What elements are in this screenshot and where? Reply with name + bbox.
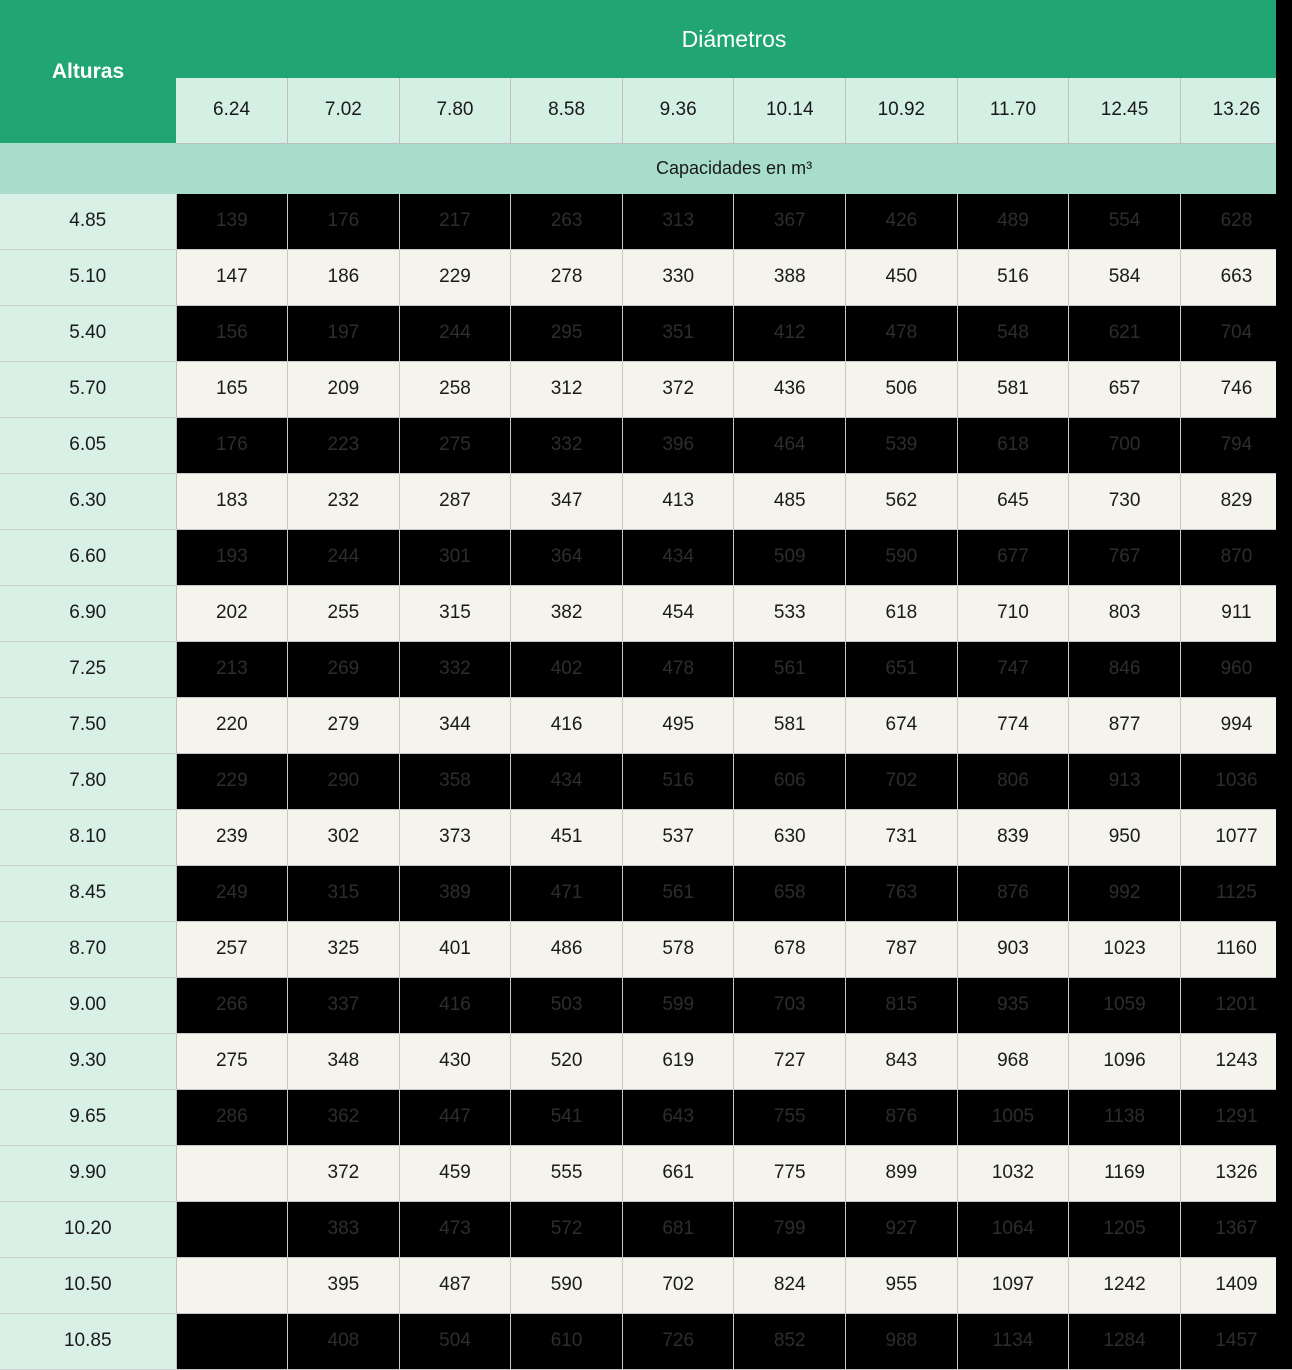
- capacity-cell: 955: [846, 1257, 958, 1313]
- altura-value: 9.65: [0, 1089, 176, 1145]
- capacity-cell: 704: [1180, 305, 1292, 361]
- altura-value: 5.10: [0, 249, 176, 305]
- capacity-cell: 927: [846, 1201, 958, 1257]
- capacity-cell: 775: [734, 1145, 846, 1201]
- capacity-cell: 619: [622, 1033, 734, 1089]
- capacity-cell: 677: [957, 529, 1069, 585]
- table-body: [0, 194, 1292, 1370]
- capacity-cell: 388: [734, 249, 846, 305]
- capacity-cell: 794: [1180, 417, 1292, 473]
- capacity-cell: 621: [1069, 305, 1181, 361]
- table-row: [0, 921, 1292, 977]
- capacity-cell: 661: [622, 1145, 734, 1201]
- capacity-cell: 430: [399, 1033, 511, 1089]
- capacity-cell: 373: [399, 809, 511, 865]
- capacity-cell: 315: [288, 865, 400, 921]
- table-row: [0, 1033, 1292, 1089]
- capacity-cell: [176, 1257, 288, 1313]
- capacity-cell: 658: [734, 865, 846, 921]
- capacity-cell: 232: [288, 473, 400, 529]
- capacity-cell: 815: [846, 977, 958, 1033]
- altura-value: 4.85: [0, 194, 176, 250]
- capacity-cell: 147: [176, 249, 288, 305]
- capacity-cell: 746: [1180, 361, 1292, 417]
- altura-value: 5.40: [0, 305, 176, 361]
- capacity-cell: 618: [846, 585, 958, 641]
- capacity-cell: 747: [957, 641, 1069, 697]
- capacity-cell: 541: [511, 1089, 623, 1145]
- altura-value: 6.90: [0, 585, 176, 641]
- capacity-cell: 651: [846, 641, 958, 697]
- table-row: [0, 697, 1292, 753]
- capacity-cell: 988: [846, 1313, 958, 1369]
- diameter-col-6: 10.92: [846, 78, 958, 143]
- capacity-cell: 787: [846, 921, 958, 977]
- diametros-header: Diámetros: [176, 0, 1292, 78]
- capacity-cell: 1097: [957, 1257, 1069, 1313]
- capacity-cell: 516: [957, 249, 1069, 305]
- capacity-cell: 1059: [1069, 977, 1181, 1033]
- capacity-cell: 774: [957, 697, 1069, 753]
- altura-value: 8.45: [0, 865, 176, 921]
- capacity-cell: 485: [734, 473, 846, 529]
- capacity-cell: 176: [288, 194, 400, 250]
- capacity-cell: 726: [622, 1313, 734, 1369]
- capacity-cell: 1457: [1180, 1313, 1292, 1369]
- capacity-cell: 367: [734, 194, 846, 250]
- altura-value: 10.85: [0, 1313, 176, 1369]
- capacity-cell: 217: [399, 194, 511, 250]
- capacity-cell: 202: [176, 585, 288, 641]
- capacity-cell: 581: [734, 697, 846, 753]
- capacity-cell: 229: [176, 753, 288, 809]
- table-row: [0, 1313, 1292, 1369]
- altura-value: 8.70: [0, 921, 176, 977]
- capacity-cell: 731: [846, 809, 958, 865]
- capacity-cell: 401: [399, 921, 511, 977]
- capacity-cell: 503: [511, 977, 623, 1033]
- capacity-cell: 537: [622, 809, 734, 865]
- capacity-cell: 413: [622, 473, 734, 529]
- capacity-cell: 396: [622, 417, 734, 473]
- table-row: [0, 417, 1292, 473]
- capacity-cell: 702: [622, 1257, 734, 1313]
- capacity-cell: 239: [176, 809, 288, 865]
- capacity-cell: 312: [511, 361, 623, 417]
- capacity-cell: 584: [1069, 249, 1181, 305]
- table-row: [0, 753, 1292, 809]
- capacity-cell: 1201: [1180, 977, 1292, 1033]
- capacity-cell: 539: [846, 417, 958, 473]
- capacity-cell: 464: [734, 417, 846, 473]
- capacity-cell: 278: [511, 249, 623, 305]
- capacity-cell: 960: [1180, 641, 1292, 697]
- altura-value: 9.30: [0, 1033, 176, 1089]
- table-header: [0, 0, 1292, 194]
- capacity-cell: 315: [399, 585, 511, 641]
- capacity-cell: 829: [1180, 473, 1292, 529]
- altura-value: 10.50: [0, 1257, 176, 1313]
- capacity-cell: 554: [1069, 194, 1181, 250]
- capacity-cell: 870: [1180, 529, 1292, 585]
- table-row: [0, 194, 1292, 250]
- capacity-cell: 846: [1069, 641, 1181, 697]
- capacity-cell: 590: [511, 1257, 623, 1313]
- capacity-cell: 332: [511, 417, 623, 473]
- capacity-cell: 710: [957, 585, 1069, 641]
- header-row-capacidades: [0, 143, 1292, 194]
- capacity-cell: 1032: [957, 1145, 1069, 1201]
- capacity-cell: 473: [399, 1201, 511, 1257]
- capacity-cell: 447: [399, 1089, 511, 1145]
- capacity-cell: 1036: [1180, 753, 1292, 809]
- capacity-cell: 220: [176, 697, 288, 753]
- capacity-cell: 244: [399, 305, 511, 361]
- capacity-cell: 402: [511, 641, 623, 697]
- header-row-top: [0, 0, 1292, 78]
- capacity-cell: 489: [957, 194, 1069, 250]
- capacity-cell: 674: [846, 697, 958, 753]
- table-row: [0, 1257, 1292, 1313]
- capacity-cell: 332: [399, 641, 511, 697]
- capacity-cell: 700: [1069, 417, 1181, 473]
- capacity-cell: 876: [846, 1089, 958, 1145]
- capacity-cell: 839: [957, 809, 1069, 865]
- capacity-cell: 561: [622, 865, 734, 921]
- capacity-cell: 362: [288, 1089, 400, 1145]
- capacity-cell: 703: [734, 977, 846, 1033]
- capacity-cell: [176, 1201, 288, 1257]
- capacity-cell: 382: [511, 585, 623, 641]
- capacity-cell: 454: [622, 585, 734, 641]
- capacity-cell: 561: [734, 641, 846, 697]
- altura-value: 7.80: [0, 753, 176, 809]
- capacity-cell: 509: [734, 529, 846, 585]
- table-row: [0, 585, 1292, 641]
- capacity-cell: 702: [846, 753, 958, 809]
- capacity-cell: 599: [622, 977, 734, 1033]
- capacity-cell: 450: [846, 249, 958, 305]
- diameter-col-8: 12.45: [1069, 78, 1181, 143]
- header-row-diameters: [0, 78, 1292, 143]
- capacity-cell: 643: [622, 1089, 734, 1145]
- capacity-cell: 678: [734, 921, 846, 977]
- capacity-cell: 459: [399, 1145, 511, 1201]
- diameter-col-5: 10.14: [734, 78, 846, 143]
- capacity-cell: 249: [176, 865, 288, 921]
- capacity-cell: 223: [288, 417, 400, 473]
- capacity-cell: 950: [1069, 809, 1181, 865]
- diameter-col-9: 13.26: [1180, 78, 1292, 143]
- capacity-cell: 209: [288, 361, 400, 417]
- altura-value: 10.20: [0, 1201, 176, 1257]
- capacity-cell: 657: [1069, 361, 1181, 417]
- capacity-cell: 279: [288, 697, 400, 753]
- capacity-cell: 899: [846, 1145, 958, 1201]
- capacity-cell: 383: [288, 1201, 400, 1257]
- capacity-cell: 193: [176, 529, 288, 585]
- table-row: [0, 1201, 1292, 1257]
- capacity-cell: 911: [1180, 585, 1292, 641]
- capacity-cell: 1326: [1180, 1145, 1292, 1201]
- capacity-cell: 968: [957, 1033, 1069, 1089]
- capacity-cell: 344: [399, 697, 511, 753]
- capacity-cell: 275: [176, 1033, 288, 1089]
- capacity-cell: 843: [846, 1033, 958, 1089]
- altura-value: 7.25: [0, 641, 176, 697]
- capacity-cell: 408: [288, 1313, 400, 1369]
- capacity-cell: 516: [622, 753, 734, 809]
- capacity-cell: 263: [511, 194, 623, 250]
- capacity-cell: 1367: [1180, 1201, 1292, 1257]
- capacity-cell: 347: [511, 473, 623, 529]
- capacity-cell: 156: [176, 305, 288, 361]
- table-row: [0, 1145, 1292, 1201]
- capacity-cell: 269: [288, 641, 400, 697]
- capacity-cell: 416: [511, 697, 623, 753]
- capacity-cell: 1064: [957, 1201, 1069, 1257]
- capacity-cell: 372: [622, 361, 734, 417]
- capacity-cell: 548: [957, 305, 1069, 361]
- capacity-cell: 1160: [1180, 921, 1292, 977]
- table-row: [0, 305, 1292, 361]
- capacity-cell: 730: [1069, 473, 1181, 529]
- capacity-cell: 337: [288, 977, 400, 1033]
- capacity-cell: 520: [511, 1033, 623, 1089]
- capacity-cell: 487: [399, 1257, 511, 1313]
- capacity-cell: 486: [511, 921, 623, 977]
- capacity-cell: 806: [957, 753, 1069, 809]
- capacity-cell: 183: [176, 473, 288, 529]
- capacity-cell: 165: [176, 361, 288, 417]
- capacity-cell: 1125: [1180, 865, 1292, 921]
- table-row: [0, 1089, 1292, 1145]
- altura-value: 9.00: [0, 977, 176, 1033]
- capacity-cell: 504: [399, 1313, 511, 1369]
- capacity-cell: 1409: [1180, 1257, 1292, 1313]
- capacity-cell: 506: [846, 361, 958, 417]
- capacity-cell: 478: [622, 641, 734, 697]
- capacity-cell: 727: [734, 1033, 846, 1089]
- capacity-cell: 186: [288, 249, 400, 305]
- capacity-cell: 364: [511, 529, 623, 585]
- capacity-cell: 1077: [1180, 809, 1292, 865]
- alturas-header: Alturas: [0, 0, 176, 143]
- capacity-cell: 301: [399, 529, 511, 585]
- capacity-cell: 416: [399, 977, 511, 1033]
- diameter-col-3: 8.58: [511, 78, 623, 143]
- capacidades-label: Capacidades en m³: [176, 143, 1292, 194]
- capacity-cell: 434: [622, 529, 734, 585]
- capacity-cell: 325: [288, 921, 400, 977]
- capacity-cell: 663: [1180, 249, 1292, 305]
- capacity-cell: 628: [1180, 194, 1292, 250]
- table-row: [0, 809, 1292, 865]
- capacity-cell: 645: [957, 473, 1069, 529]
- capacity-cell: 290: [288, 753, 400, 809]
- capacity-cell: 213: [176, 641, 288, 697]
- altura-value: 9.90: [0, 1145, 176, 1201]
- altura-value: 6.05: [0, 417, 176, 473]
- table-row: [0, 249, 1292, 305]
- diameter-col-1: 7.02: [288, 78, 400, 143]
- capacity-cell: 451: [511, 809, 623, 865]
- capacity-cell: 681: [622, 1201, 734, 1257]
- capacity-cell: 767: [1069, 529, 1181, 585]
- capacity-cell: 606: [734, 753, 846, 809]
- table-row: [0, 977, 1292, 1033]
- capacity-cell: 581: [957, 361, 1069, 417]
- capacity-cell: [176, 1145, 288, 1201]
- capacity-cell: 590: [846, 529, 958, 585]
- capacity-cell: 555: [511, 1145, 623, 1201]
- capacity-cell: 372: [288, 1145, 400, 1201]
- capacity-cell: 1134: [957, 1313, 1069, 1369]
- capacity-cell: 610: [511, 1313, 623, 1369]
- capacity-cell: 1096: [1069, 1033, 1181, 1089]
- capacity-cell: 330: [622, 249, 734, 305]
- capacity-cell: 389: [399, 865, 511, 921]
- table-row: [0, 473, 1292, 529]
- capacity-cell: 1284: [1069, 1313, 1181, 1369]
- diameter-col-0: 6.24: [176, 78, 288, 143]
- capacity-cell: [176, 1313, 288, 1369]
- capacity-cell: 533: [734, 585, 846, 641]
- table-row: [0, 361, 1292, 417]
- capacity-cell: 1243: [1180, 1033, 1292, 1089]
- diameter-col-7: 11.70: [957, 78, 1069, 143]
- altura-value: 8.10: [0, 809, 176, 865]
- table-row: [0, 641, 1292, 697]
- capacity-cell: 258: [399, 361, 511, 417]
- capacity-cell: 266: [176, 977, 288, 1033]
- altura-value: 5.70: [0, 361, 176, 417]
- capacity-cell: 824: [734, 1257, 846, 1313]
- capacity-cell: 755: [734, 1089, 846, 1145]
- capacity-cell: 436: [734, 361, 846, 417]
- capacity-cell: 139: [176, 194, 288, 250]
- capacity-cell: 1242: [1069, 1257, 1181, 1313]
- capacity-cell: 1169: [1069, 1145, 1181, 1201]
- capacity-cell: 244: [288, 529, 400, 585]
- capacity-cell: 471: [511, 865, 623, 921]
- capacity-cell: 578: [622, 921, 734, 977]
- altura-value: 6.60: [0, 529, 176, 585]
- capacity-cell: 351: [622, 305, 734, 361]
- altura-value: 7.50: [0, 697, 176, 753]
- altura-value: 6.30: [0, 473, 176, 529]
- capacity-cell: 257: [176, 921, 288, 977]
- capacity-cell: 799: [734, 1201, 846, 1257]
- table-row: [0, 865, 1292, 921]
- diameter-col-2: 7.80: [399, 78, 511, 143]
- capacity-cell: 935: [957, 977, 1069, 1033]
- capacity-cell: 395: [288, 1257, 400, 1313]
- capacity-cell: 903: [957, 921, 1069, 977]
- capacity-cell: 876: [957, 865, 1069, 921]
- capacity-cell: 426: [846, 194, 958, 250]
- capacity-cell: 1138: [1069, 1089, 1181, 1145]
- capacity-cell: 478: [846, 305, 958, 361]
- capacity-cell: 763: [846, 865, 958, 921]
- capacity-cell: 302: [288, 809, 400, 865]
- capacity-cell: 1005: [957, 1089, 1069, 1145]
- table-row: [0, 529, 1292, 585]
- capacity-cell: 572: [511, 1201, 623, 1257]
- capacity-cell: 412: [734, 305, 846, 361]
- diameter-col-4: 9.36: [622, 78, 734, 143]
- capacity-cell: 287: [399, 473, 511, 529]
- capacity-cell: 495: [622, 697, 734, 753]
- capacity-cell: 1023: [1069, 921, 1181, 977]
- capacity-cell: 630: [734, 809, 846, 865]
- capacity-cell: 992: [1069, 865, 1181, 921]
- capacity-cell: 618: [957, 417, 1069, 473]
- capacity-cell: 313: [622, 194, 734, 250]
- capacity-cell: 1205: [1069, 1201, 1181, 1257]
- capacity-cell: 275: [399, 417, 511, 473]
- capacity-cell: 913: [1069, 753, 1181, 809]
- capacity-cell: 994: [1180, 697, 1292, 753]
- capacity-cell: 348: [288, 1033, 400, 1089]
- capacity-cell: 358: [399, 753, 511, 809]
- capacity-cell: 255: [288, 585, 400, 641]
- capacity-cell: 176: [176, 417, 288, 473]
- capacidades-blank-cell: [0, 143, 176, 194]
- capacity-cell: 434: [511, 753, 623, 809]
- capacity-cell: 562: [846, 473, 958, 529]
- capacity-cell: 197: [288, 305, 400, 361]
- capacity-cell: 1291: [1180, 1089, 1292, 1145]
- capacity-cell: 852: [734, 1313, 846, 1369]
- capacity-cell: 877: [1069, 697, 1181, 753]
- capacity-cell: 286: [176, 1089, 288, 1145]
- capacity-cell: 295: [511, 305, 623, 361]
- capacity-cell: 803: [1069, 585, 1181, 641]
- capacity-cell: 229: [399, 249, 511, 305]
